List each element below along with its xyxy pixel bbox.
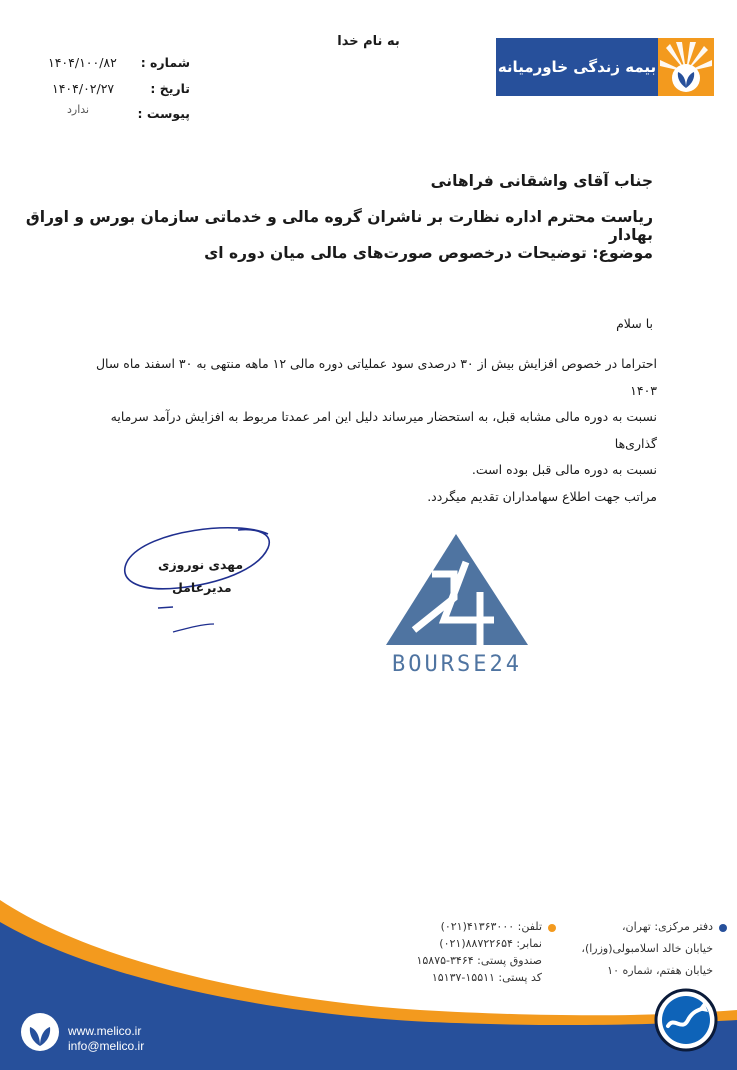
leaf-logo-icon	[20, 1012, 60, 1052]
po-box-line: صندوق پستی: ۳۴۶۴-۱۵۸۷۵	[416, 954, 542, 967]
letter-body	[80, 351, 657, 510]
email-link[interactable]: info@melico.ir	[68, 1039, 145, 1053]
company-logo-text: بیمه زندگی خاورمیانه	[496, 38, 658, 96]
recipient-name: جناب آقای واشقانی فراهانی	[430, 172, 653, 190]
body-line: احتراما در خصوص افزایش بیش از ۳۰ درصدی سود عملیاتی دوره مالی ۱۲ ماهه منتهی به ۳۰ اسفند ماه سال ۱۴۰۳	[95, 356, 657, 398]
attachment-value: ندارد	[67, 103, 90, 116]
closing-line: مراتب جهت اطلاع سهامداران تقدیم میگردد.	[427, 488, 657, 504]
body-line: نسبت به دوره مالی قبل بوده است.	[471, 462, 657, 477]
body-line: نسبت به دوره مالی مشابه قبل، به استحضار میرساند دلیل این امر عمدتا مربوط به افزایش درآمد سرمایه گذاری‌ها	[110, 409, 657, 451]
sun-logo-icon	[658, 38, 714, 96]
fax-line: نمابر: ۸۸۷۲۲۶۵۴(۰۲۱)	[439, 937, 542, 950]
date-value: ۱۴۰۴/۰۲/۲۷	[52, 81, 115, 96]
recipient-position: ریاست محترم اداره نظارت بر ناشران گروه مالی و خدماتی سازمان بورس و اوراق بهادار	[25, 208, 653, 244]
letter-subject: موضوع: توضیحات درخصوص صورت‌های مالی میان دوره ای	[204, 244, 653, 262]
greeting: با سلام	[616, 316, 653, 331]
bismillah-heading: به نام خدا	[337, 34, 400, 49]
signatory-name: مهدی نوروزی	[158, 557, 244, 572]
signatory-title: مدیرعامل	[172, 580, 232, 595]
office-line: خیابان هفتم، شماره ۱۰	[607, 964, 713, 977]
company-logo	[496, 38, 714, 96]
postal-code-line: کد پستی: ۱۵۵۱۱-۱۵۱۳۷	[431, 971, 542, 984]
office-line: دفتر مرکزی: تهران،	[621, 920, 713, 933]
watermark-text: BOURSE24	[392, 652, 522, 677]
number-value: ۱۴۰۴/۱۰۰/۸۲	[48, 55, 117, 70]
trend-badge-icon	[654, 988, 718, 1052]
phone-line: تلفن: ۴۱۳۶۳۰۰۰(۰۲۱)	[440, 920, 542, 933]
date-label: تاریخ :	[150, 81, 190, 96]
bourse24-watermark-icon	[384, 532, 530, 647]
website-link[interactable]: www.melico.ir	[68, 1024, 142, 1038]
office-line: خیابان خالد اسلامبولی(وزرا)،	[581, 942, 713, 955]
number-label: شماره :	[140, 55, 190, 70]
attachment-label: پیوست :	[137, 106, 190, 121]
